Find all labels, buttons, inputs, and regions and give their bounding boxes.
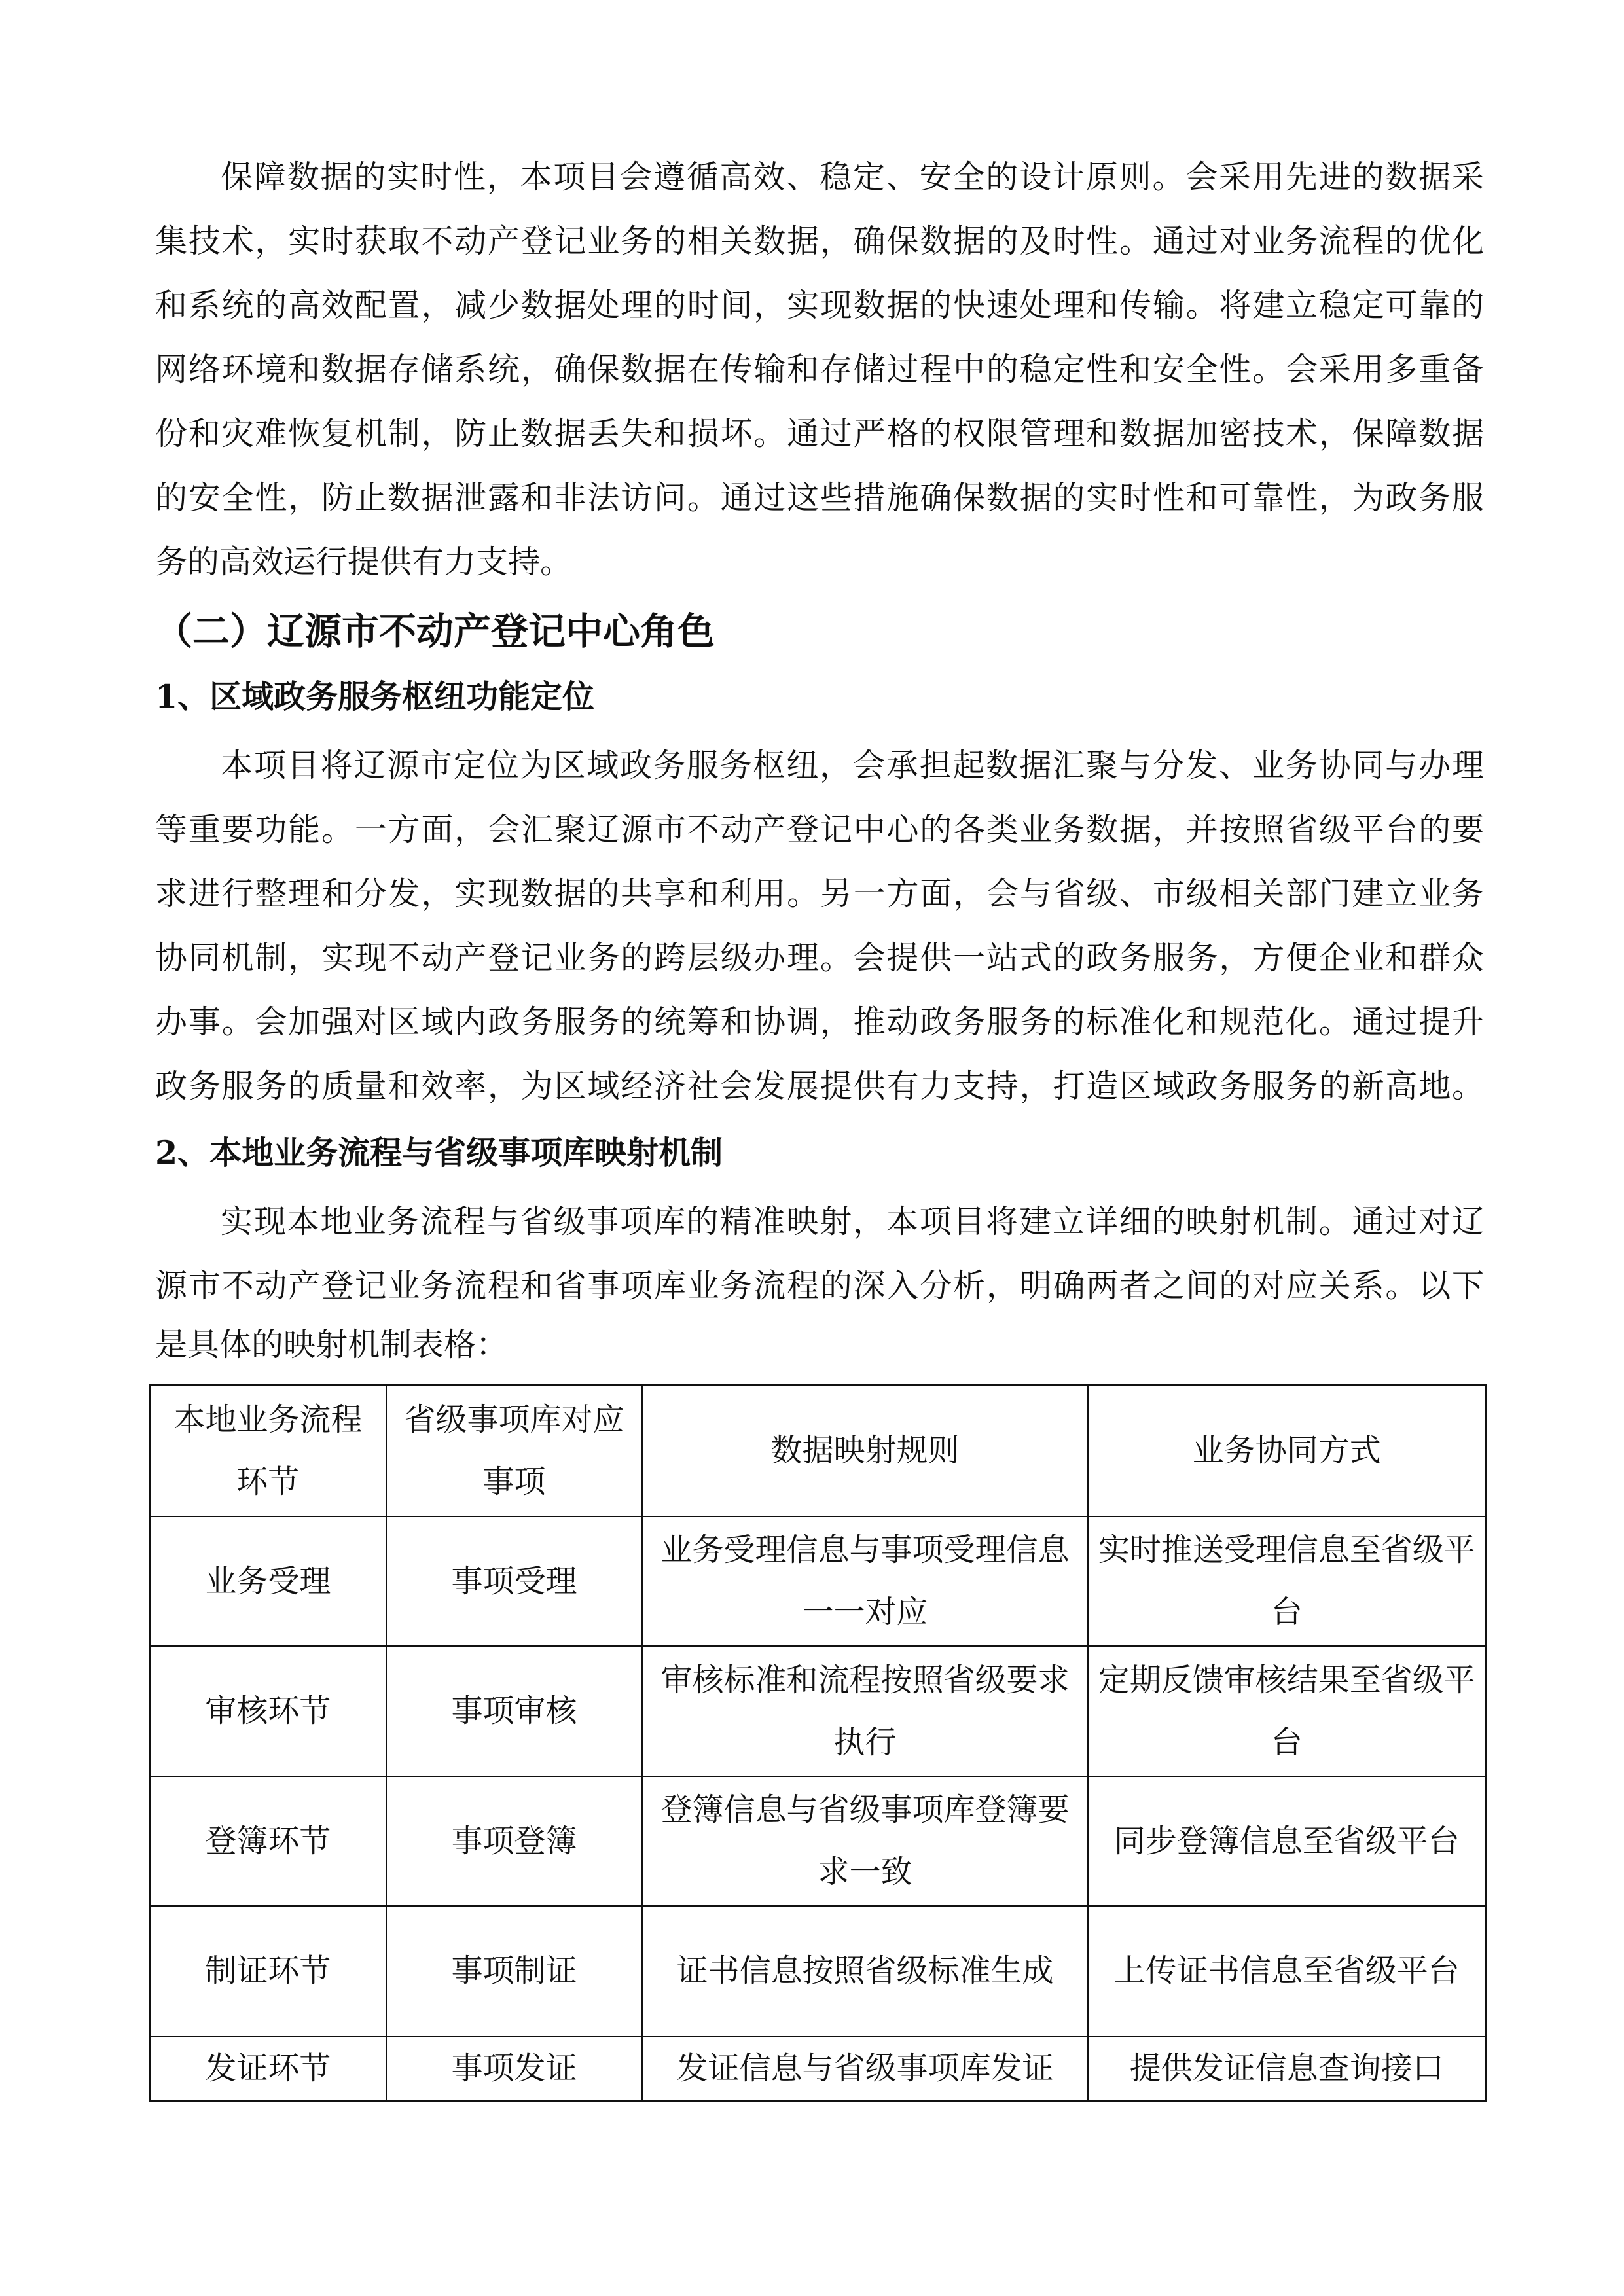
paragraph-data-realtime [155,145,1484,594]
table-cell: 提供发证信息查询接口 [1088,2036,1486,2101]
table-row [150,2036,1486,2101]
text-line: 和系统的高效配置，减少数据处理的时间，实现数据的快速处理和传输。将建立稳定可靠的 [155,287,1484,324]
table-cell: 事项制证 [386,1906,643,2036]
paragraph-hub [155,734,1484,1119]
table-cell: 登簿信息与省级事项库登簿要求一致 [642,1776,1087,1906]
table-cell: 实时推送受理信息至省级平台 [1088,1516,1486,1646]
text-line: 网络环境和数据存储系统，确保数据在传输和存储过程中的稳定性和安全性。会采用多重备 [155,351,1484,388]
table-row [150,1516,1486,1646]
table-cell: 业务受理信息与事项受理信息一一对应 [642,1516,1087,1646]
table-row [150,1906,1486,2036]
table-cell: 定期反馈审核结果至省级平台 [1088,1646,1486,1776]
table-cell: 发证信息与省级事项库发证 [642,2036,1087,2101]
text-line: 政务服务的质量和效率，为区域经济社会发展提供有力支持，打造区域政务服务的新高地。 [155,1067,1484,1105]
table-cell: 上传证书信息至省级平台 [1088,1906,1486,2036]
subheading-hub-positioning: 1、区域政务服务枢纽功能定位 [155,677,595,715]
subheading-mapping-mechanism: 2、本地业务流程与省级事项库映射机制 [155,1134,723,1172]
table-cell: 审核环节 [150,1646,386,1776]
table-cell: 审核标准和流程按照省级要求执行 [642,1646,1087,1776]
header-collaboration: 业务协同方式 [1088,1385,1486,1516]
text-line: 集技术，实时获取不动产登记业务的相关数据，确保数据的及时性。通过对业务流程的优化 [155,223,1484,260]
header-provincial-item: 省级事项库对应事项 [386,1385,643,1516]
text-line: 是具体的映射机制表格： [155,1326,509,1363]
table-cell: 制证环节 [150,1906,386,2036]
table-cell: 事项发证 [386,2036,643,2101]
table-cell: 同步登簿信息至省级平台 [1088,1776,1486,1906]
text-line: 份和灾难恢复机制，防止数据丢失和损坏。通过严格的权限管理和数据加密技术，保障数据 [155,415,1484,452]
paragraph-mapping [155,1190,1484,1377]
text-line: 求进行整理和分发，实现数据的共享和利用。另一方面，会与省级、市级相关部门建立业务 [155,875,1484,912]
text-line: 协同机制，实现不动产登记业务的跨层级办理。会提供一站式的政务服务，方便企业和群众 [155,939,1484,977]
table-header-row [150,1385,1486,1516]
table-cell: 证书信息按照省级标准生成 [642,1906,1087,2036]
text-line: 源市不动产登记业务流程和省事项库业务流程的深入分析，明确两者之间的对应关系。以下 [155,1267,1484,1304]
text-line: 办事。会加强对区域内政务服务的统筹和协调，推动政务服务的标准化和规范化。通过提升 [155,1003,1484,1041]
mapping-table [149,1384,1487,2102]
section-heading: （二）辽源市不动产登记中心角色 [155,609,715,653]
table-cell: 发证环节 [150,2036,386,2101]
text-line: 实现本地业务流程与省级事项库的精准映射，本项目将建立详细的映射机制。通过对辽 [221,1203,1484,1240]
table-row [150,1776,1486,1906]
table-row [150,1646,1486,1776]
table-cell: 事项审核 [386,1646,643,1776]
text-line: 本项目将辽源市定位为区域政务服务枢纽，会承担起数据汇聚与分发、业务协同与办理 [221,747,1484,784]
table-cell: 事项受理 [386,1516,643,1646]
header-local-step: 本地业务流程环节 [150,1385,386,1516]
text-line: 保障数据的实时性，本项目会遵循高效、稳定、安全的设计原则。会采用先进的数据采 [221,158,1484,196]
text-line: 等重要功能。一方面，会汇聚辽源市不动产登记中心的各类业务数据，并按照省级平台的要 [155,811,1484,848]
table-cell: 登簿环节 [150,1776,386,1906]
text-line: 的安全性，防止数据泄露和非法访问。通过这些措施确保数据的实时性和可靠性，为政务服 [155,479,1484,516]
text-line: 务的高效运行提供有力支持。 [155,543,573,581]
table-cell: 事项登簿 [386,1776,643,1906]
table-cell: 业务受理 [150,1516,386,1646]
header-mapping-rule: 数据映射规则 [642,1385,1087,1516]
